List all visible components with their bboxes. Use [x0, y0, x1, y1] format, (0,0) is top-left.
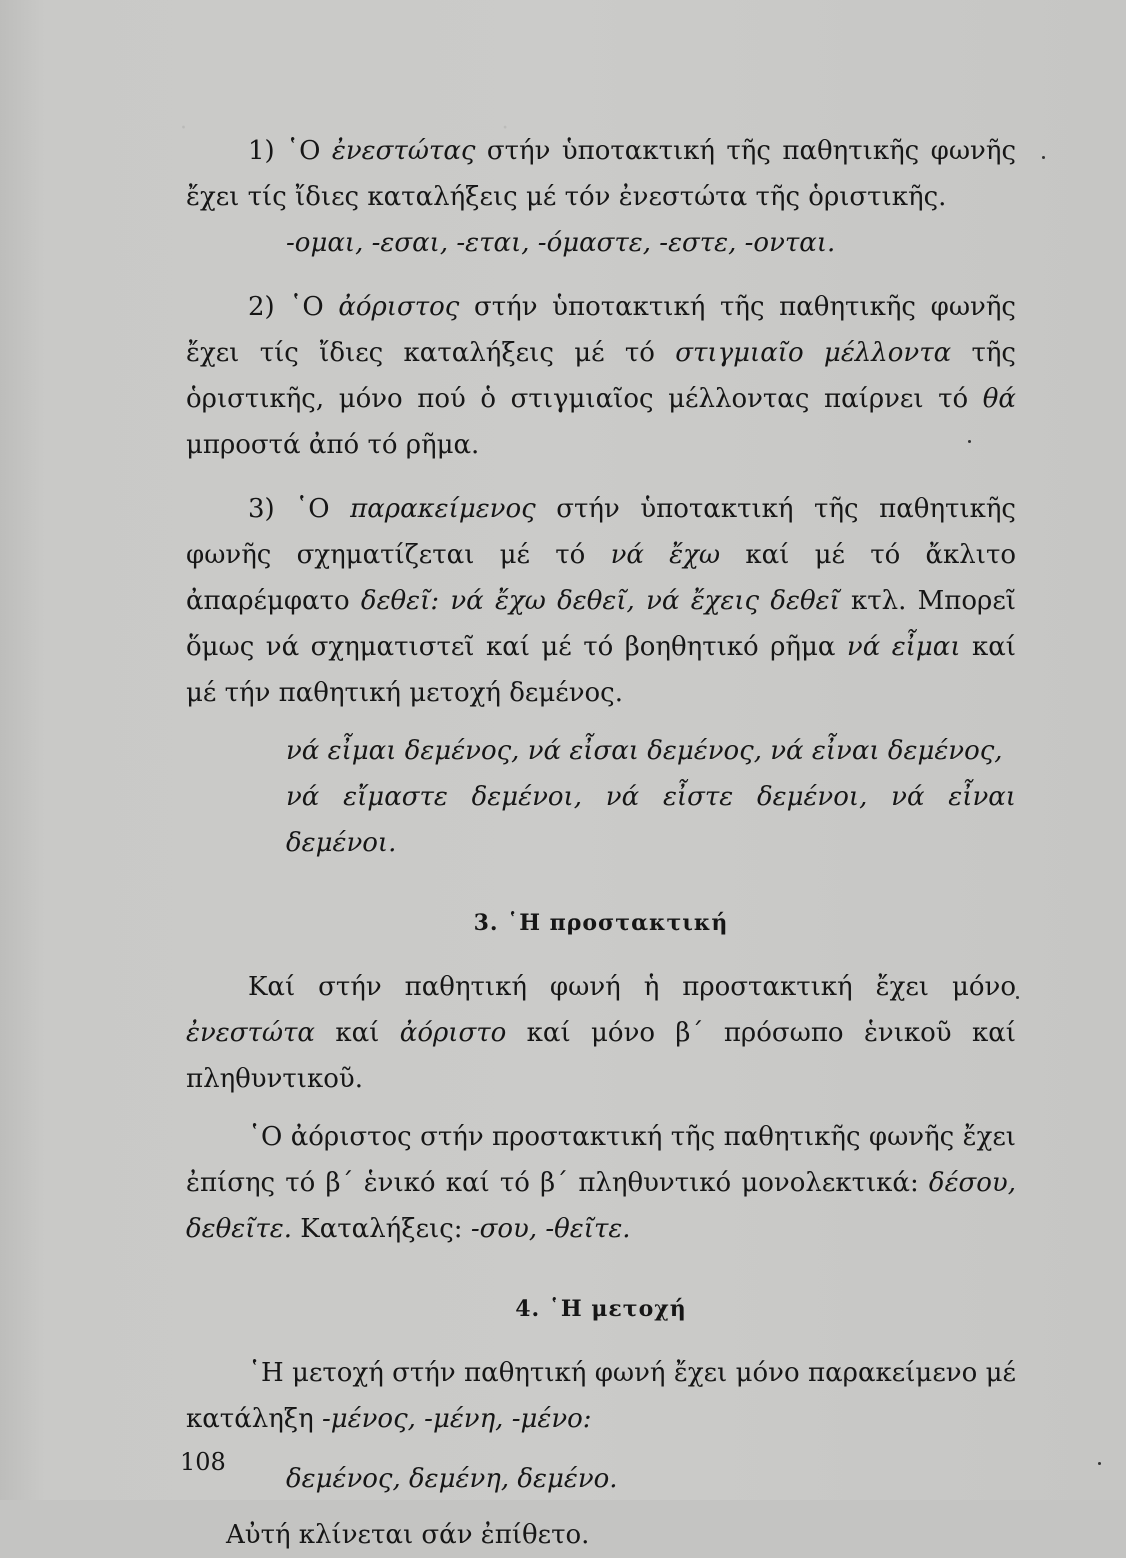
example-line-2: νά εἴμαστε δεμένοι, νά εἶστε δεμένοι, νά εἶναι δεμένοι. [286, 782, 1016, 858]
final-line: Αὐτή κλίνεται σάν ἐπίθετο. [226, 1520, 590, 1550]
paragraph-text: στήν ὑποτακτική τῆς παθητικῆς φωνῆς ἔχει τίς ἴδιες καταλήξεις μέ τό [186, 292, 1016, 368]
paragraph-text: Καί στήν παθητική φωνή ἡ προστακτική ἔχει μόνο [248, 972, 1016, 1002]
paragraph-text: καί μέ τήν παθητική μετοχή δεμένος. [186, 632, 1016, 708]
paragraph-text: καί [314, 1018, 400, 1048]
paragraph-label: 1) ῾Ο [248, 136, 332, 166]
example-line-1: νά εἶμαι δεμένος, νά εἶσαι δεμένος, νά εἶναι δεμένος, [286, 736, 1003, 766]
paragraph-text: στήν ὑποτακτική τῆς παθητικῆς φωνῆς σχηματίζεται μέ τό [186, 494, 1016, 570]
page-number: 108 [180, 1448, 226, 1476]
term-italic: θά [982, 384, 1016, 414]
term-italic: δέσου, δεθεῖτε. [186, 1168, 1016, 1244]
paragraph-text: ῾Η μετοχή στήν παθητική φωνή ἔχει μόνο παρακείμενο μέ κατάληξη [186, 1358, 1016, 1434]
paragraph-participle [186, 1350, 1016, 1442]
paragraph-text: Καταλήξεις: [292, 1214, 471, 1244]
term-italic: ἐνεστώτας [331, 136, 476, 166]
paragraph-text: μπροστά ἀπό τό ρῆμα. [186, 430, 480, 460]
endings-line: -ομαι, -εσαι, -εται, -όμαστε, -εστε, -ονται. [286, 228, 836, 258]
term-italic: ἀόριστο [399, 1018, 507, 1048]
paragraph-text: στήν ὑποτακτική τῆς παθητικῆς φωνῆς ἔχει τίς ἴδιες καταλήξεις μέ τόν ἐνεστώτα τῆς ὁριστικῆς. [186, 136, 1017, 212]
example-line-3: δεμένος, δεμένη, δεμένο. [286, 1464, 618, 1494]
term-italic: δεθεῖ: νά ἔχω δεθεῖ, νά ἔχεις δεθεῖ [360, 586, 840, 616]
paragraph-aorist-subjunctive [186, 284, 1016, 468]
paragraph-label: 3) ῾Ο [248, 494, 351, 524]
paragraph-text: κτλ. Μπορεῖ ὅμως νά σχηματιστεῖ καί μέ τό βοηθητικό ρῆμα [186, 586, 1016, 662]
speck-mark [1098, 1462, 1101, 1465]
speck-mark [968, 440, 971, 443]
term-italic: -σου, -θεῖτε. [470, 1214, 631, 1244]
term-italic: νά ἔχω [610, 540, 721, 570]
term-italic: ἐνεστώτα [186, 1018, 315, 1048]
page-body [186, 128, 1016, 1558]
speck-mark [1042, 156, 1045, 159]
paragraph-perfect-subjunctive [186, 486, 1016, 716]
paragraph-text: καί μέ τό ἄκλιτο ἀπαρέμφατο [186, 540, 1017, 616]
speck-mark [1016, 996, 1019, 999]
paragraph-present-subjunctive [186, 128, 1016, 220]
section-heading-imperative: 3. ῾Η προστακτική [473, 910, 729, 936]
term-italic: -μένος, -μένη, -μένο: [321, 1404, 592, 1434]
term-italic: στιγμιαῖο μέλλοντα [675, 338, 952, 368]
paragraph-imperative [186, 964, 1016, 1102]
term-italic: ἀόριστος [338, 292, 460, 322]
paragraph-text: ῾Ο ἀόριστος στήν προστακτική τῆς παθητικῆς φωνῆς ἔχει ἐπίσης τό β΄ ἑνικό καί τό β΄ πληθυντικό μονολεκτικά: [186, 1122, 1016, 1198]
paragraph-aorist-imperative [186, 1114, 1016, 1252]
paragraph-text: τῆς ὁριστικῆς, μόνο πού ὁ στιγμιαῖος μέλλοντας παίρνει τό [186, 338, 1016, 414]
bleed-through-texture: · · [180, 116, 509, 141]
paragraph-label: 2) ῾Ο [248, 292, 339, 322]
term-italic: παρακείμενος [350, 494, 536, 524]
paragraph-text: καί μόνο β΄ πρόσωπο ἑνικοῦ καί πληθυντικοῦ. [186, 1018, 1016, 1094]
section-heading-participle: 4. ῾Η μετοχή [515, 1296, 687, 1322]
term-italic: νά εἶμαι [846, 632, 961, 662]
